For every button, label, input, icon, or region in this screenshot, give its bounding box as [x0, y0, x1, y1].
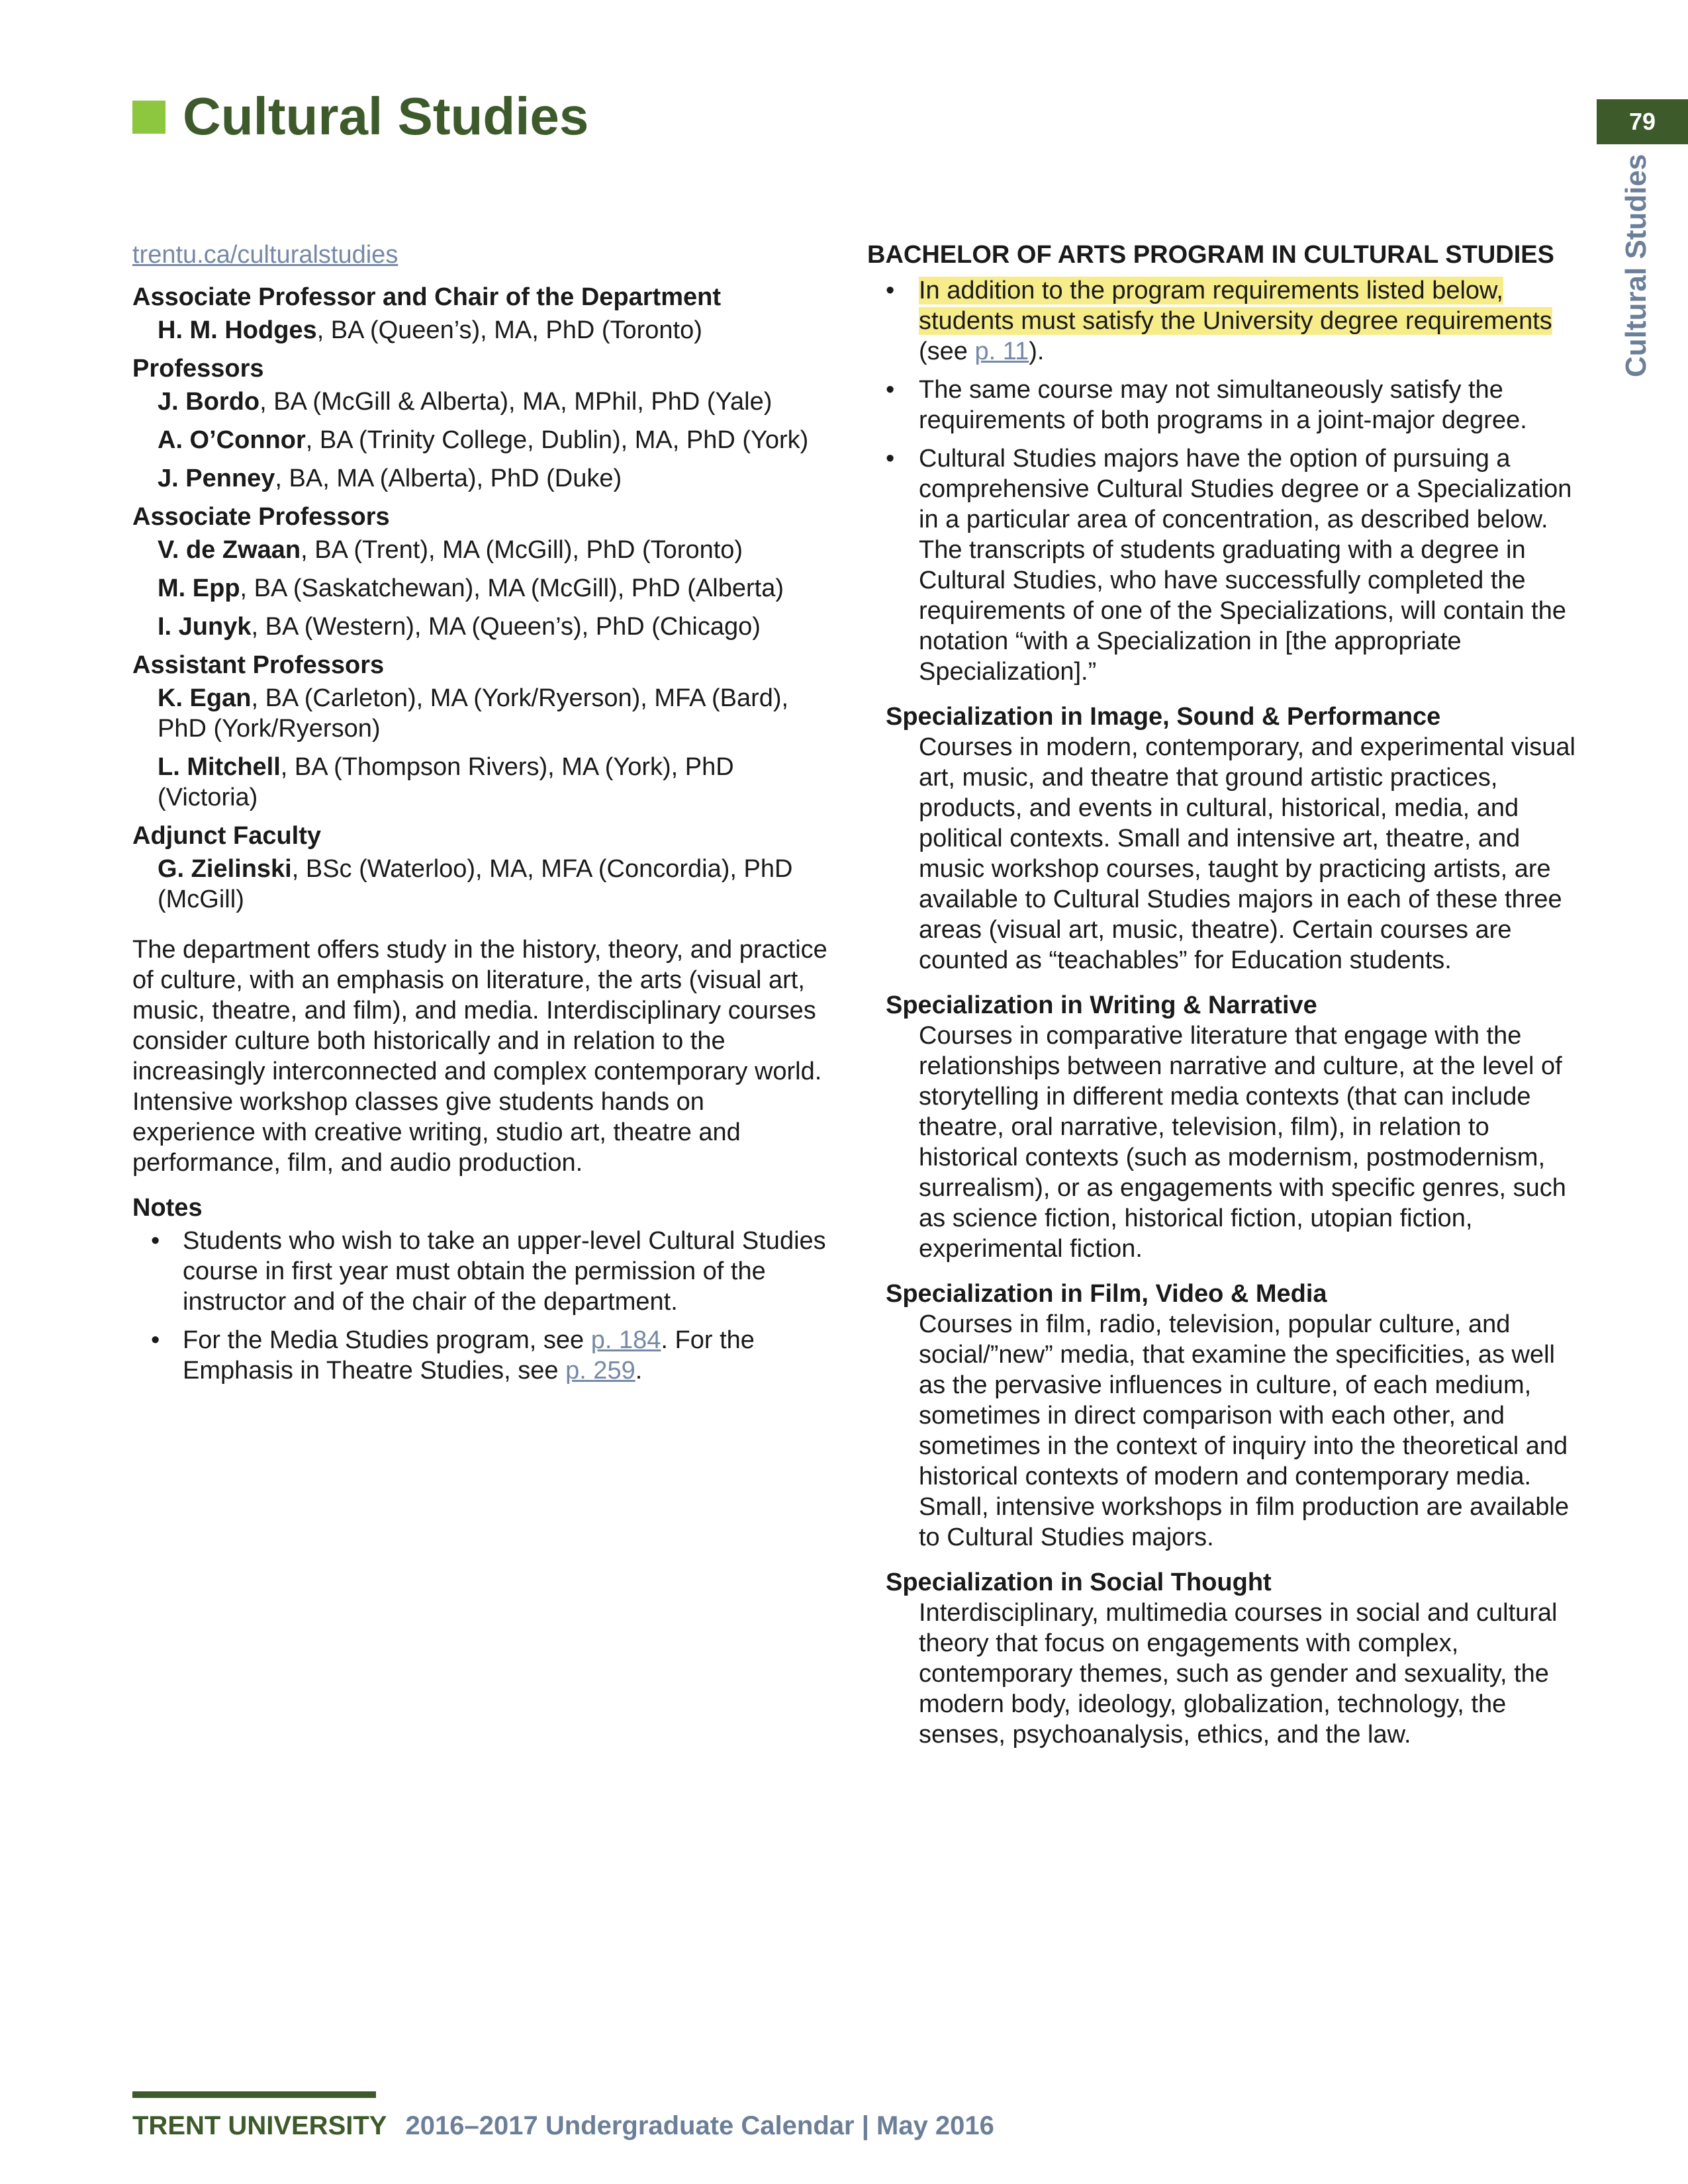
left-column	[132, 240, 834, 1394]
page-footer	[132, 2111, 994, 2141]
department-description: The department offers study in the history, theory, and practice of culture, with an emphasis on literature, the arts (visual art, music, theatre, and film), and media. Interdisciplinary courses consider culture both historically and in relation to the increasingly interconnected and complex contemporary world. Intensive workshop classes give students hands on experience with creative writing, studio art, theatre and performance, film, and audio production.	[132, 936, 827, 1177]
page-number-tab: 79	[1597, 99, 1688, 144]
specialization-heading: Specialization in Film, Video & Media	[886, 1280, 1327, 1308]
list-item: • For the Media Studies program, see p. 184. For the Emphasis in Theatre Studies, see p. 259.	[132, 1325, 834, 1386]
adjunct-faculty-heading: Adjunct Faculty	[132, 822, 322, 850]
specialization-heading: Specialization in Image, Sound & Performance	[886, 703, 1441, 731]
program-notes-list	[867, 275, 1582, 687]
right-column	[867, 240, 1582, 1750]
page-259-link[interactable]: p. 259	[565, 1357, 635, 1385]
faculty-entry: J. Penney, BA, MA (Alberta), PhD (Duke)	[158, 465, 622, 492]
page-11-link[interactable]: p. 11	[974, 338, 1029, 365]
specialization-description: Courses in modern, contemporary, and experimental visual art, music, and theatre that ground artistic practices, products, and events in cultural, historical, media, and political contexts. Small and intensive art, theatre, and music workshop courses, taught by practicing artists, are available to Cultural Studies majors in each of these three areas (visual art, music, theatre). Certain courses are counted as “teachables” for Education students.	[919, 733, 1575, 974]
program-heading: BACHELOR OF ARTS PROGRAM IN CULTURAL STUDIES	[867, 241, 1554, 269]
specialization-description: Courses in comparative literature that engage with the relationships between narrative and culture, at the level of storytelling in different media contexts (that can include theatre, oral narrative, television, film), in relation to historical contexts (such as modernism, postmodernism, surrealism), or as engagements with specific genres, such as science fiction, historical fiction, utopian fiction, experimental fiction.	[919, 1022, 1566, 1263]
assistant-professors-heading: Assistant Professors	[132, 651, 385, 679]
title-square-icon	[132, 101, 165, 134]
list-item: • Cultural Studies majors have the option of pursuing a comprehensive Cultural Studies degree or a Specialization in a particular area of concentration, as described below. The transcripts of students graduating with a degree in Cultural Studies, who have successfully completed the requirements of one of the Specializations, will contain the notation “with a Specialization in [the appropriate Specialization].”	[867, 443, 1582, 687]
associate-professors-heading: Associate Professors	[132, 503, 390, 531]
professors-heading: Professors	[132, 355, 264, 383]
highlighted-text: In addition to the program requirements listed below, students must satisfy the University degree requirements	[919, 277, 1552, 335]
list-item: • In addition to the program requirements listed below, students must satisfy the University degree requirements (see p. 11).	[867, 275, 1582, 367]
faculty-entry: J. Bordo, BA (McGill & Alberta), MA, MPhil, PhD (Yale)	[158, 388, 773, 416]
specialization-heading: Specialization in Social Thought	[886, 1569, 1272, 1596]
notes-list	[132, 1226, 834, 1386]
footer-rule	[132, 2091, 376, 2098]
section-side-label: Cultural Studies	[1620, 154, 1652, 377]
chair-heading: Associate Professor and Chair of the Department	[132, 283, 721, 311]
faculty-entry: V. de Zwaan, BA (Trent), MA (McGill), PhD (Toronto)	[158, 536, 743, 564]
faculty-entry: H. M. Hodges, BA (Queen’s), MA, PhD (Toronto)	[158, 316, 702, 344]
department-url-link[interactable]: trentu.ca/culturalstudies	[132, 241, 399, 269]
faculty-entry: I. Junyk, BA (Western), MA (Queen’s), PhD (Chicago)	[158, 613, 761, 641]
list-item: • The same course may not simultaneously satisfy the requirements of both programs in a joint-major degree.	[867, 375, 1582, 435]
faculty-entry: A. O’Connor, BA (Trinity College, Dublin), MA, PhD (York)	[158, 426, 809, 454]
list-item: • Students who wish to take an upper-level Cultural Studies course in first year must obtain the permission of the instructor and of the chair of the department.	[132, 1226, 834, 1317]
notes-heading: Notes	[132, 1194, 203, 1222]
page-title: Cultural Studies	[183, 87, 589, 146]
specialization-description: Interdisciplinary, multimedia courses in social and cultural theory that focus on engagements with complex, contemporary themes, such as gender and sexuality, the modern body, ideology, globalization, technology, the senses, psychoanalysis, ethics, and the law.	[919, 1599, 1558, 1749]
faculty-entry: L. Mitchell, BA (Thompson Rivers), MA (York), PhD (Victoria)	[158, 753, 734, 811]
faculty-entry: K. Egan, BA (Carleton), MA (York/Ryerson), MFA (Bard), PhD (York/Ryerson)	[158, 684, 789, 743]
page-184-link[interactable]: p. 184	[590, 1326, 661, 1354]
faculty-entry: M. Epp, BA (Saskatchewan), MA (McGill), PhD (Alberta)	[158, 574, 784, 602]
faculty-entry: G. Zielinski, BSc (Waterloo), MA, MFA (Concordia), PhD (McGill)	[158, 855, 793, 913]
footer-university: TRENT UNIVERSITY	[132, 2111, 387, 2140]
specialization-heading: Specialization in Writing & Narrative	[886, 991, 1317, 1019]
specialization-description: Courses in film, radio, television, popular culture, and social/”new” media, that examine the specificities, as well as the pervasive influences in culture, of each medium, sometimes in direct comparison with each other, and sometimes in the context of inquiry into the theoretical and historical contexts of modern and contemporary media. Small, intensive workshops in film production are available to Cultural Studies majors.	[919, 1310, 1570, 1551]
footer-calendar: 2016–2017 Undergraduate Calendar | May 2016	[405, 2111, 994, 2140]
